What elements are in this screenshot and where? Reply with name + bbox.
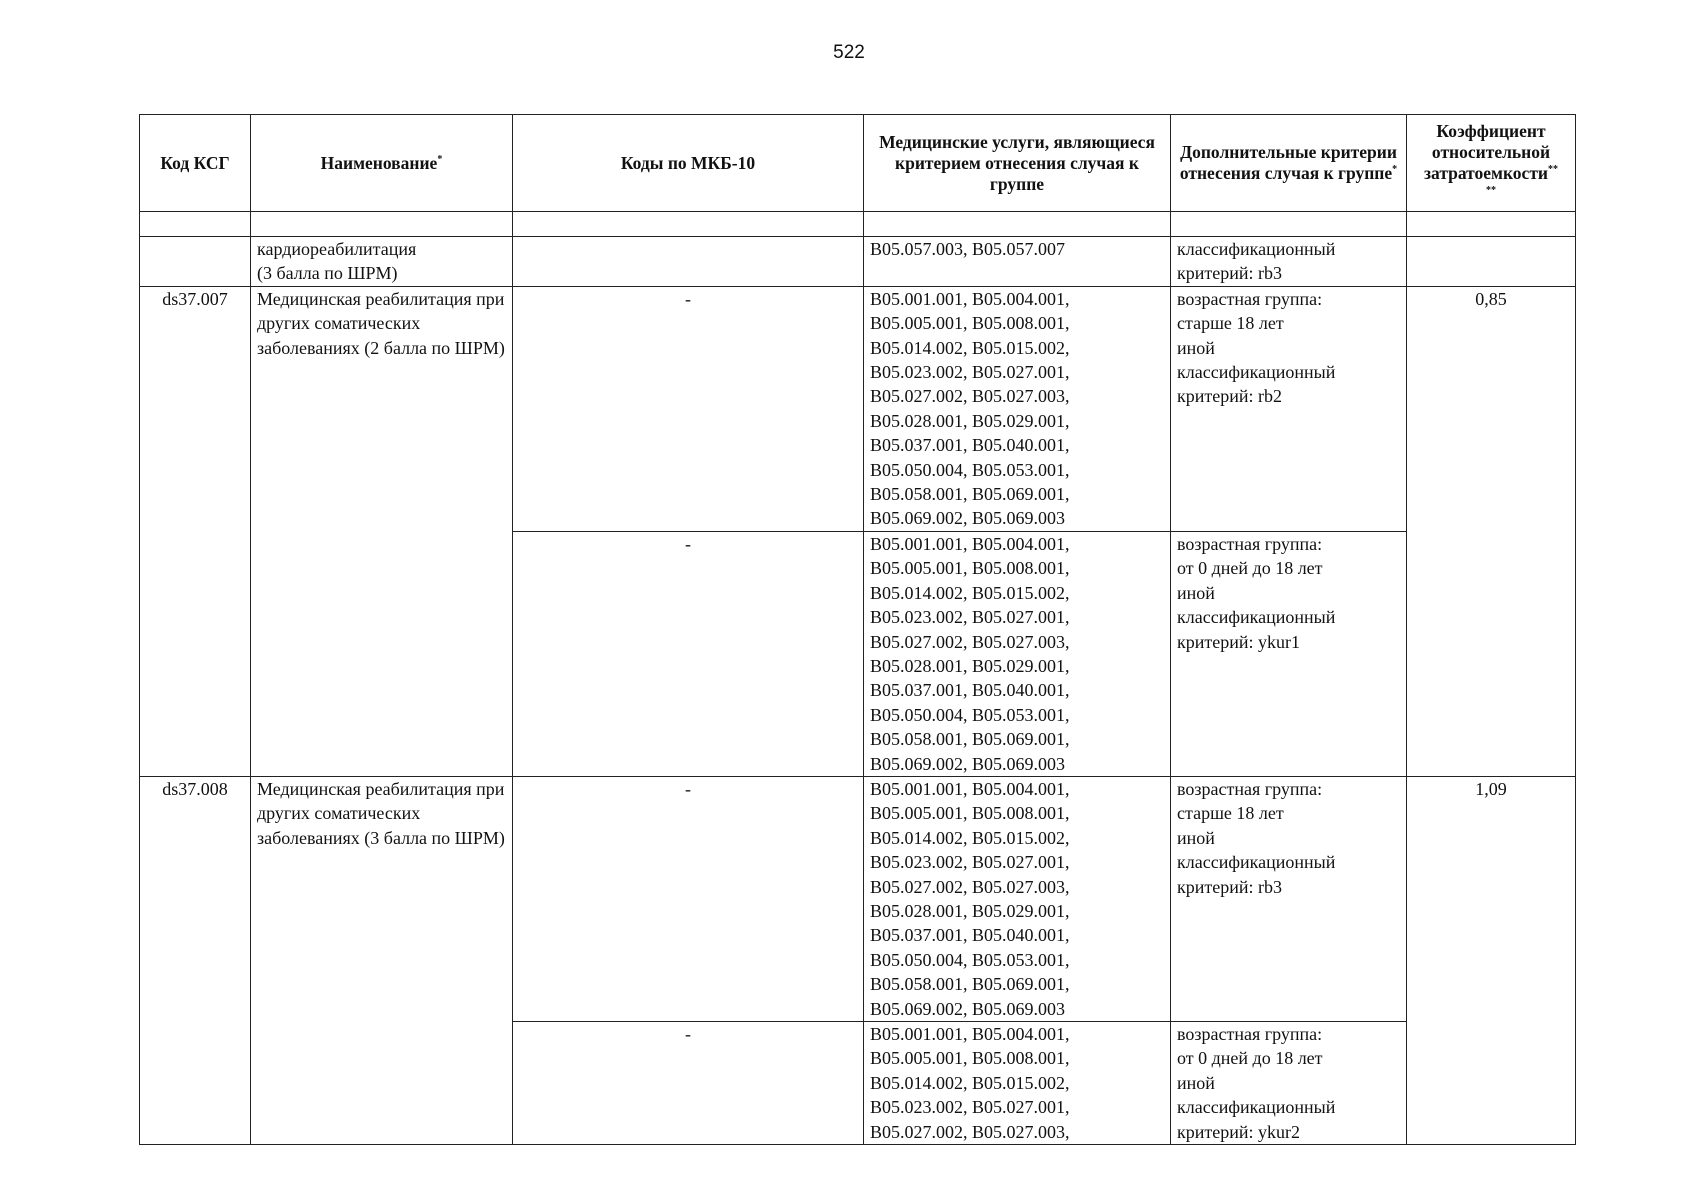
table-header-row	[140, 115, 1576, 212]
criteria-cell: возрастная группа: старше 18 лет иной классификационный критерий: rb2	[1171, 286, 1407, 531]
header-name: Наименование*	[251, 115, 513, 212]
header-code: Код КСГ	[140, 115, 251, 212]
table-row	[140, 237, 1576, 287]
code-cell: ds37.007	[140, 286, 251, 776]
code-cell: ds37.008	[140, 776, 251, 1144]
name-cell: Медицинская реабилитация при других соматических заболеваниях (2 балла по ШРМ)	[251, 286, 513, 776]
footnote-mark: **	[1486, 185, 1496, 197]
coef-cell: 1,09	[1407, 776, 1576, 1144]
header-coef: Коэффициент относительной затратоемкости** **	[1407, 115, 1576, 212]
code-cell	[140, 237, 251, 287]
services-cell: B05.001.001, B05.004.001, B05.005.001, B05.008.001, B05.014.002, B05.015.002, B05.023.002, B05.027.001, B05.027.002, B05.027.003, B05.028.001, B05.029.001, B05.037.001, B05.040.001, B05.050.004, B05.053.001, B05.058.001, B05.069.001, B05.069.002, B05.069.003	[864, 776, 1171, 1021]
footnote-mark: **	[1548, 164, 1559, 176]
footnote-mark: *	[1392, 164, 1398, 176]
services-cell: B05.001.001, B05.004.001, B05.005.001, B05.008.001, B05.014.002, B05.015.002, B05.023.002, B05.027.001, B05.027.002, B05.027.003, B05.028.001, B05.029.001, B05.037.001, B05.040.001, B05.050.004, B05.053.001, B05.058.001, B05.069.001, B05.069.002, B05.069.003	[864, 286, 1171, 531]
icd-cell: -	[513, 1022, 864, 1145]
table-row	[140, 286, 1576, 531]
icd-cell: -	[513, 776, 864, 1021]
name-cell: Медицинская реабилитация при других соматических заболеваниях (3 балла по ШРМ)	[251, 776, 513, 1144]
coef-cell	[1407, 237, 1576, 287]
header-services: Медицинские услуги, являющиеся критерием отнесения случая к группе	[864, 115, 1171, 212]
services-cell: B05.001.001, B05.004.001, B05.005.001, B05.008.001, B05.014.002, B05.015.002, B05.023.002, B05.027.001, B05.027.002, B05.027.003, B05.028.001, B05.029.001, B05.037.001, B05.040.001, B05.050.004, B05.053.001, B05.058.001, B05.069.001, B05.069.002, B05.069.003	[864, 531, 1171, 776]
footnote-mark: *	[437, 153, 443, 165]
header-icd: Коды по МКБ-10	[513, 115, 864, 212]
table-row	[140, 776, 1576, 1021]
criteria-cell: возрастная группа: от 0 дней до 18 лет иной классификационный критерий: ykur2	[1171, 1022, 1407, 1145]
services-cell: B05.001.001, B05.004.001, B05.005.001, B05.008.001, B05.014.002, B05.015.002, B05.023.002, B05.027.001, B05.027.002, B05.027.003,	[864, 1022, 1171, 1145]
criteria-cell: классификационный критерий: rb3	[1171, 237, 1407, 287]
coef-cell: 0,85	[1407, 286, 1576, 776]
name-cell: кардиореабилитация (3 балла по ШРМ)	[251, 237, 513, 287]
icd-cell: -	[513, 531, 864, 776]
header-criteria: Дополнительные критерии отнесения случая к группе*	[1171, 115, 1407, 212]
icd-cell: -	[513, 286, 864, 531]
icd-cell	[513, 237, 864, 287]
services-cell: B05.057.003, B05.057.007	[864, 237, 1171, 287]
spacer-row	[140, 212, 1576, 237]
ksg-table	[139, 114, 1576, 1145]
criteria-cell: возрастная группа: от 0 дней до 18 лет иной классификационный критерий: ykur1	[1171, 531, 1407, 776]
criteria-cell: возрастная группа: старше 18 лет иной классификационный критерий: rb3	[1171, 776, 1407, 1021]
page-number: 522	[833, 42, 865, 63]
